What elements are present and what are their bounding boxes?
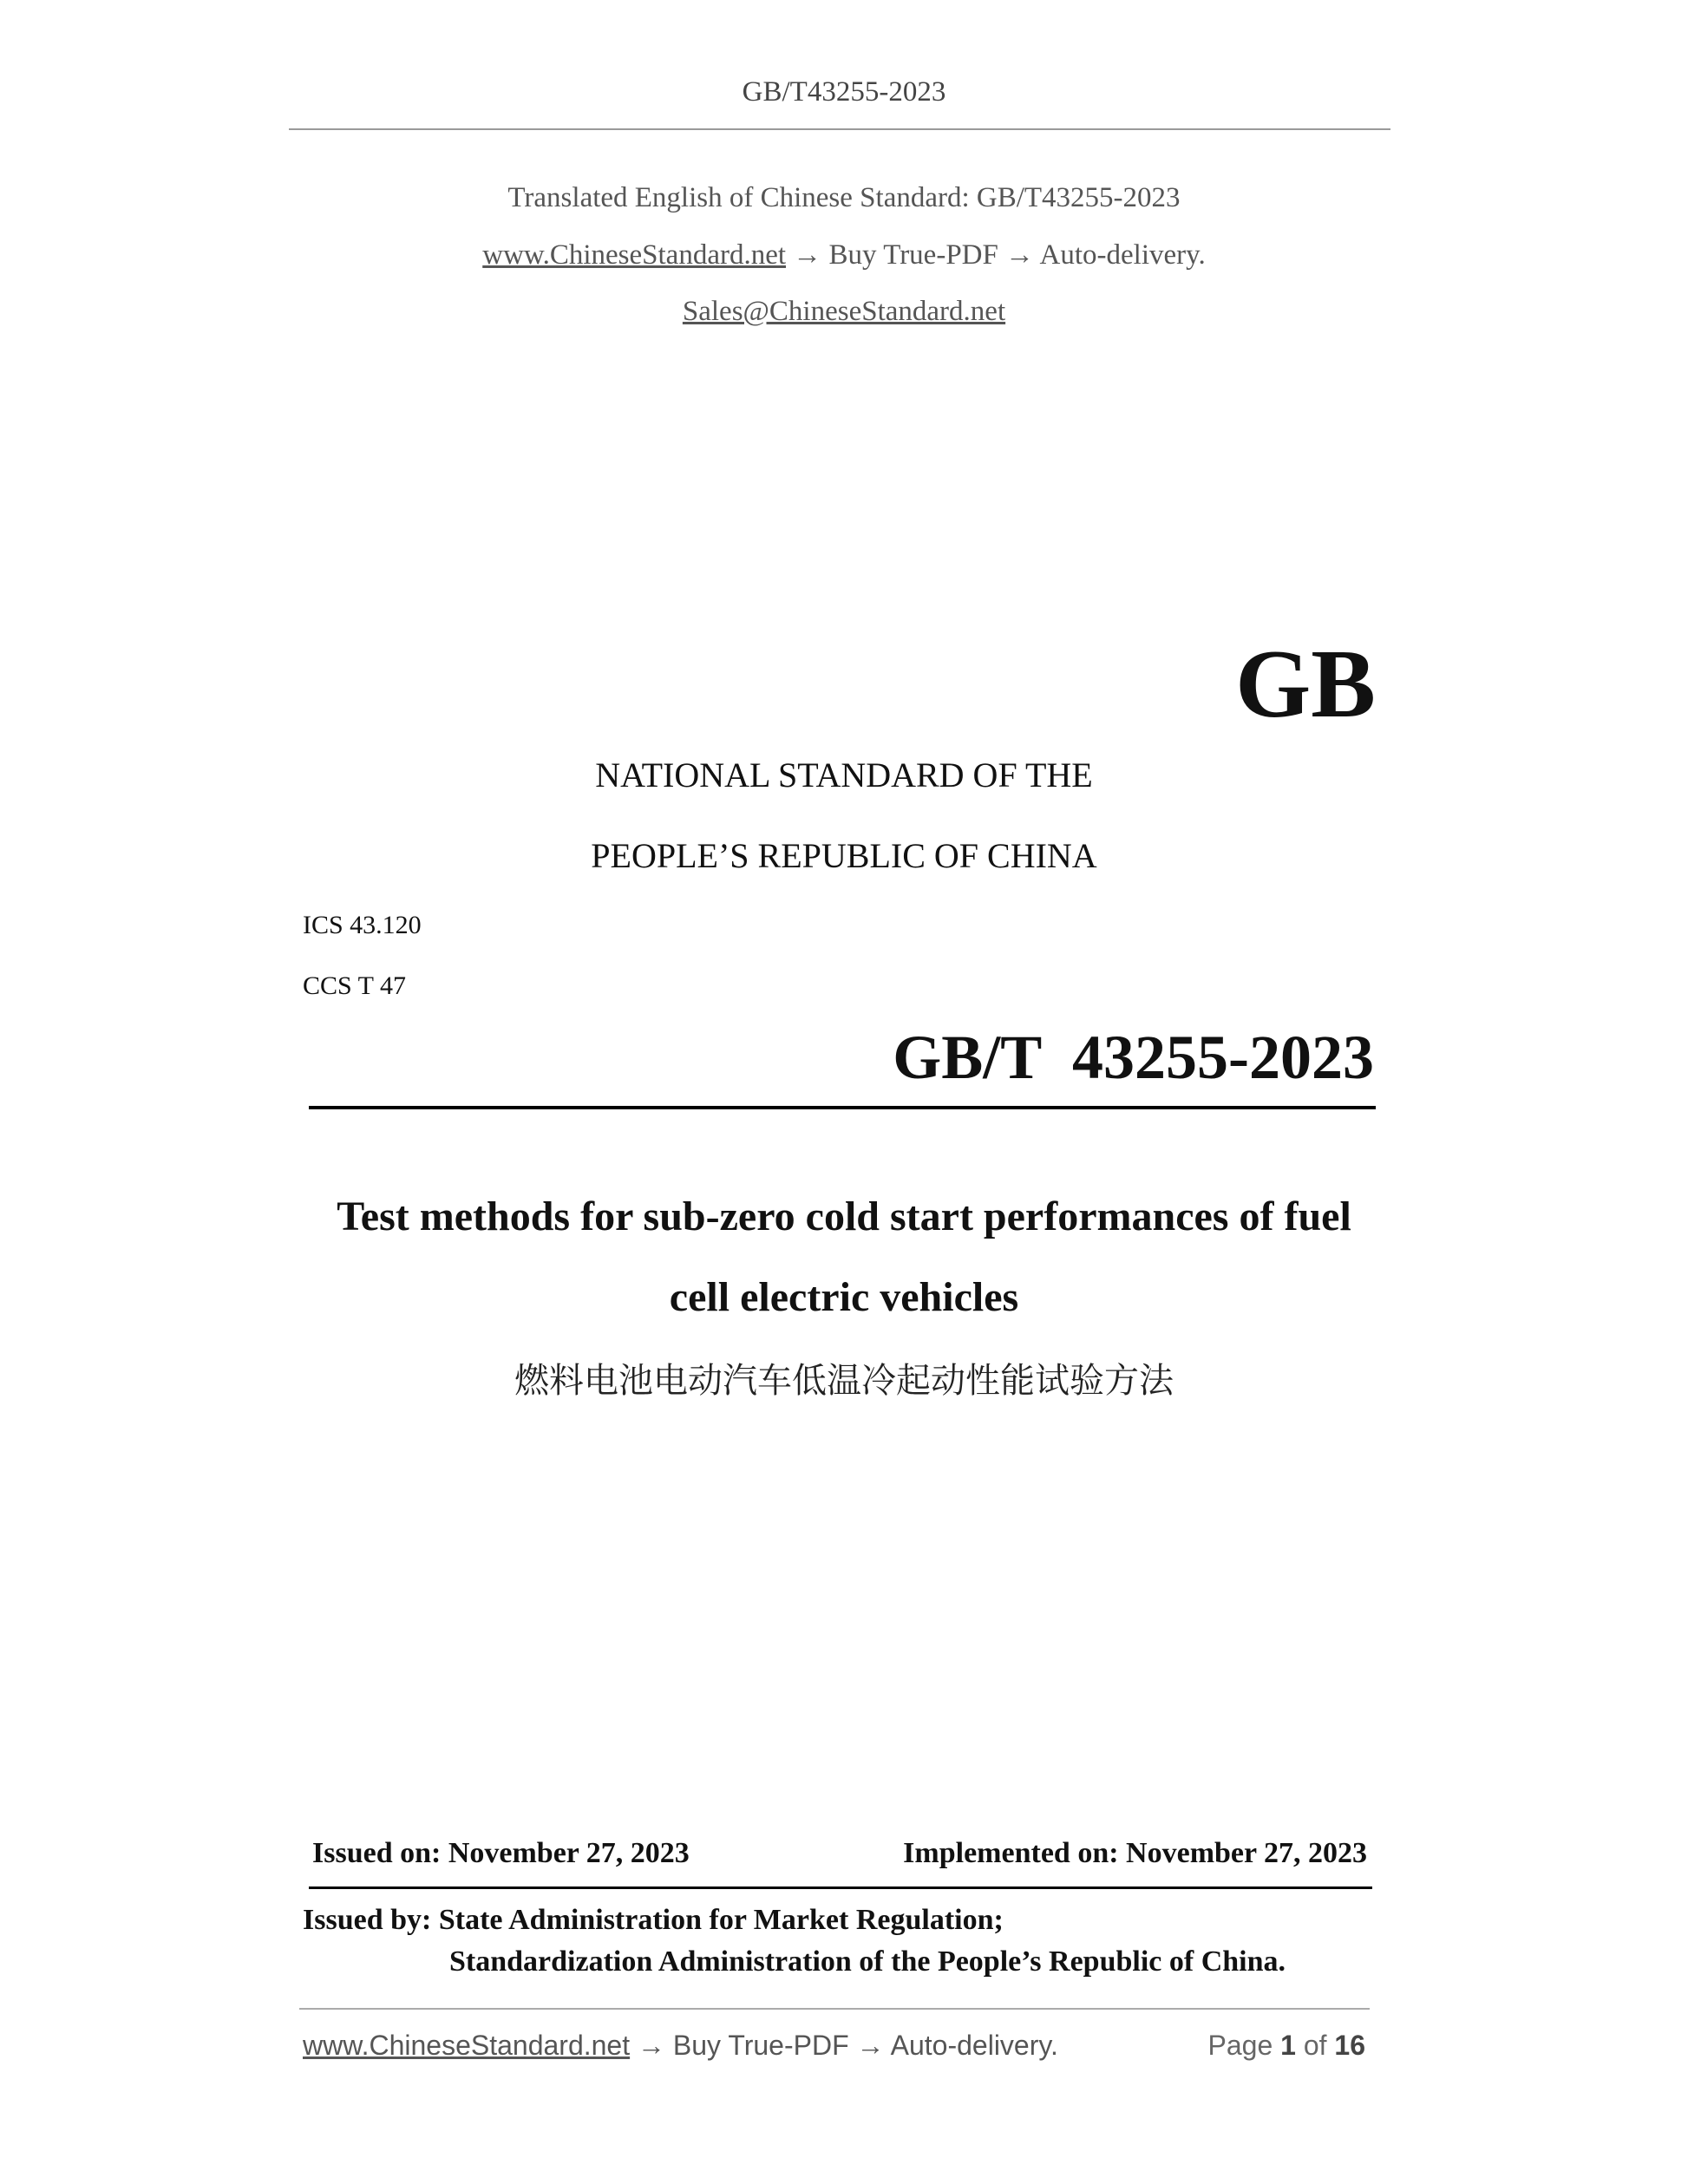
footer-suffix: → Buy True-PDF → Auto-delivery. xyxy=(630,2030,1058,2061)
translation-notice: Translated English of Chinese Standard: GB/T43255-2023 xyxy=(507,182,1181,213)
dates-divider xyxy=(309,1886,1372,1889)
gb-mark: GB xyxy=(1235,631,1376,738)
standard-code: GB/T 43255-2023 xyxy=(893,1023,1374,1092)
ccs-code: CCS T 47 xyxy=(303,971,406,1000)
issuer-line1: Issued by: State Administration for Market Regulation; xyxy=(303,1904,1004,1936)
page-indicator xyxy=(1208,2030,1365,2062)
header-divider xyxy=(289,128,1390,130)
national-standard-line2: PEOPLE’S REPUBLIC OF CHINA xyxy=(591,836,1097,875)
english-title-line2: cell electric vehicles xyxy=(669,1274,1019,1320)
issuer-line2: Standardization Administration of the People’s Republic of China. xyxy=(449,1945,1286,1978)
email-line xyxy=(0,296,1688,328)
page-total: 16 xyxy=(1334,2030,1365,2061)
footer-site-link[interactable]: www.ChineseStandard.net xyxy=(303,2030,631,2061)
email-link[interactable]: Sales@ChineseStandard.net xyxy=(682,296,1006,327)
implemented-date: Implemented on: November 27, 2023 xyxy=(903,1837,1367,1869)
chinese-title: 燃料电池电动汽车低温冷起动性能试验方法 xyxy=(514,1361,1174,1401)
english-title-line1: Test methods for sub-zero cold start performances of fuel xyxy=(337,1193,1351,1239)
footer-promo xyxy=(303,2030,1058,2062)
site-link[interactable]: www.ChineseStandard.net xyxy=(482,239,787,271)
of-word: of xyxy=(1303,2030,1327,2061)
promo-suffix: → Buy True-PDF → Auto-delivery. xyxy=(786,239,1206,271)
ics-code: ICS 43.120 xyxy=(303,911,422,939)
national-standard-line1: NATIONAL STANDARD OF THE xyxy=(595,755,1093,794)
page-current: 1 xyxy=(1280,2030,1296,2061)
code-divider xyxy=(309,1106,1376,1109)
running-header: GB/T43255-2023 xyxy=(742,76,946,108)
footer-divider xyxy=(299,2008,1370,2010)
promo-line xyxy=(0,239,1688,271)
issued-date: Issued on: November 27, 2023 xyxy=(312,1837,690,1869)
page-word: Page xyxy=(1207,2030,1273,2061)
